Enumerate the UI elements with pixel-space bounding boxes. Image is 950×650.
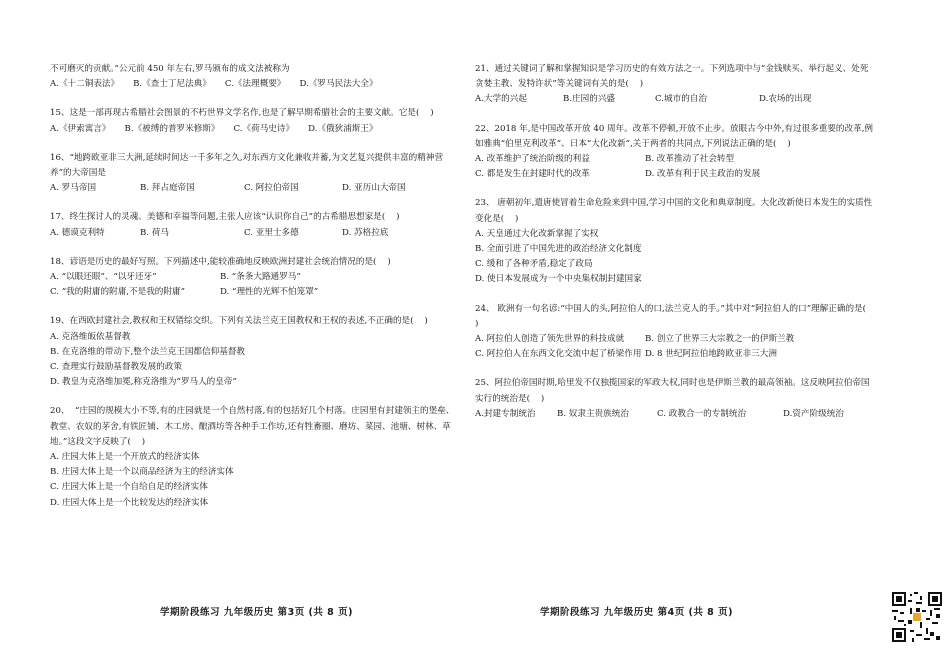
option-b: B.《被缚的普罗米修斯》 <box>124 123 220 134</box>
left-column <box>50 62 455 525</box>
option-b: B. 改革推动了社会转型 <box>645 154 735 165</box>
question-text: 20、 “庄园的规模大小不等,有的庄园就是一个自然村落,有的包括好几个村落。庄园里有封建领主的堡垒、教堂、农奴的茅舍,有铁匠铺、木工房、酿酒坊等各种手工作坊,还有牲畜圈、磨坊、菜园、池塘、树林、草地。”这段文字反映了( ) <box>50 406 455 447</box>
option-c: C. 政教合一的专制统治 <box>657 408 747 419</box>
option-b: B. “条条大路通罗马” <box>220 272 301 283</box>
answer-options <box>475 332 875 362</box>
option-c: C. 缓和了各种矛盾,稳定了政局 <box>475 259 593 270</box>
right-page <box>475 0 950 650</box>
option-b: B.《查士丁尼法典》 <box>133 79 211 90</box>
question-25 <box>475 376 875 422</box>
option-d: D.《罗马民法大全》 <box>299 79 378 90</box>
option-a: A. 罗马帝国 <box>50 183 97 194</box>
question-text: 15、这是一部再现古希腊社会图景的不朽世界文学名作,也是了解早期希腊社会的主要文献。它是( ) <box>50 108 434 119</box>
option-a: A. 德谟克利特 <box>50 227 105 238</box>
answer-options <box>50 77 455 92</box>
answer-options <box>50 122 455 137</box>
option-c: C. 查理实行鼓励基督教发展的政策 <box>50 362 183 373</box>
option-a: A. “以眼还眼”、“以牙还牙” <box>50 272 157 283</box>
option-c: C. 阿拉伯人在东西文化交流中起了桥梁作用 <box>475 349 642 360</box>
right-column <box>475 62 875 436</box>
option-d: D. 亚历山大帝国 <box>342 183 406 194</box>
option-b: B. 创立了世界三大宗教之一的伊斯兰教 <box>645 334 795 345</box>
option-d: D. 使日本发展成为一个中央集权制封建国家 <box>475 274 642 285</box>
option-a: A.《伊索寓言》 <box>50 123 111 134</box>
option-a: A.大学的兴起 <box>475 94 527 105</box>
question-text: 16、“地跨欧亚非三大洲,延续时间达一千多年之久,对东西方文化兼收并蓄,为文艺复兴提供丰富的精神营养”的大帝国是 <box>50 152 444 179</box>
question-text: 不可磨灭的贡献。”公元前 450 年左右,罗马颁布的成文法被称为 <box>50 64 290 74</box>
question-21 <box>475 62 875 108</box>
page-footer: 学期阶段练习 九年级历史 第4页 (共 8 页) <box>540 607 733 618</box>
question-text: 24、 欧洲有一句名谚:“中国人的头,阿拉伯人的口,法兰克人的手。”其中对“阿拉伯人的口”理解正确的是( ) <box>475 303 877 329</box>
question-text: 22、2018 年,是中国改革开放 40 周年。改革不停顿,开放不止步。放眼古今中外,有过很多重要的改革,例如雅典“伯里克利改革”、日本“大化改新”,关于两者的共同点,下列说法正确的是( ) <box>475 123 874 149</box>
question-18 <box>50 255 455 301</box>
option-b: B. 在克洛维的带动下,整个法兰克王国都信仰基督教 <box>50 346 245 357</box>
option-b: B. 拜占庭帝国 <box>140 183 195 194</box>
answer-options <box>475 407 875 422</box>
option-d: D. 改革有利于民主政治的发展 <box>645 169 761 180</box>
option-d: D.《俄狄浦斯王》 <box>308 123 378 134</box>
question-text: 17、终生探讨人的灵魂、美德和幸福等问题,主张人应该“认识你自己”的古希腊思想家是( ) <box>50 212 400 223</box>
question-20 <box>50 404 455 510</box>
question-text: 23、 唐朝初年,遣唐使冒着生命危险来到中国,学习中国的文化和典章制度。大化改新使日本发生的实质性变化是( ) <box>475 198 873 224</box>
question-24 <box>475 302 875 363</box>
option-b: B. 庄园大体上是一个以商品经济为主的经济实体 <box>50 467 234 478</box>
question-15 <box>50 106 455 136</box>
question-22 <box>475 122 875 183</box>
question-text: 25、阿拉伯帝国时期,哈里发不仅独揽国家的军政大权,同时也是伊斯兰教的最高领袖。这反映阿拉伯帝国实行的统治是( ) <box>475 378 870 404</box>
question-23 <box>475 196 875 287</box>
option-c: C. 阿拉伯帝国 <box>244 183 299 194</box>
option-a: A. 天皇通过大化改新掌握了实权 <box>475 228 599 239</box>
option-a: A. 阿拉伯人创造了领先世界的科技成就 <box>475 334 625 345</box>
question-text: 18、谚语是历史的最好写照。下列描述中,能较准确地反映欧洲封建社会统治情况的是( ) <box>50 256 391 267</box>
question-text: 19、在西欧封建社会,教权和王权错综交织。下列有关法兰克王国教权和王权的表述,不正确的是( ) <box>50 316 428 327</box>
question-17 <box>50 210 455 240</box>
option-a: A. 改革维护了统治阶级的利益 <box>475 154 590 165</box>
qr-code <box>892 592 942 642</box>
option-a: A. 克洛维皈依基督教 <box>50 331 131 342</box>
option-d: D. 苏格拉底 <box>342 227 389 238</box>
option-b: B.庄园的兴盛 <box>563 94 616 105</box>
answer-options <box>50 226 455 241</box>
option-a: A.《十二铜表法》 <box>50 79 120 90</box>
option-c: C.城市的自治 <box>655 94 707 105</box>
option-d: D.资产阶级统治 <box>783 408 844 419</box>
option-c: C. “我的附庸的附庸,不是我的附庸” <box>50 287 185 298</box>
option-a: A.封建专制统治 <box>475 408 536 419</box>
question-text: 21、通过关键词了解和掌握知识是学习历史的有效方法之一。下列选项中与“金钱赎买、举行起义、处死贪婪主教、发特许状”等关键词有关的是( ) <box>475 64 869 90</box>
option-d: D.农场的出现 <box>759 94 812 105</box>
option-d: D. 教皇为克洛维加冕,称克洛维为“罗马人的皇帝” <box>50 377 237 388</box>
option-c: C. 庄园大体上是一个自给自足的经济实体 <box>50 482 208 493</box>
option-d: D. “理性的光辉不怕笼罩” <box>220 287 319 298</box>
question-19 <box>50 314 455 390</box>
answer-options <box>475 152 875 182</box>
option-d: D. 8 世纪阿拉伯地跨欧亚非三大洲 <box>645 349 777 360</box>
option-c: C.《法理概要》 <box>224 79 286 90</box>
option-c: C.《荷马史诗》 <box>233 123 295 134</box>
answer-options <box>475 92 875 107</box>
option-b: B. 全面引进了中国先进的政治经济文化制度 <box>475 244 642 255</box>
question-14-continued <box>50 62 455 92</box>
option-a: A. 庄园大体上是一个开放式的经济实体 <box>50 452 200 463</box>
question-16 <box>50 151 455 197</box>
answer-options <box>50 270 455 300</box>
option-b: B. 奴隶主贵族统治 <box>557 408 629 419</box>
option-b: B. 荷马 <box>140 227 169 238</box>
option-c: C. 都是发生在封建时代的改革 <box>475 169 590 180</box>
page-footer: 学期阶段练习 九年级历史 第3页 (共 8 页) <box>160 607 353 618</box>
option-d: D. 庄园大体上是一个比较发达的经济实体 <box>50 497 209 508</box>
option-c: C. 亚里士多德 <box>244 227 299 238</box>
answer-options <box>50 181 455 196</box>
